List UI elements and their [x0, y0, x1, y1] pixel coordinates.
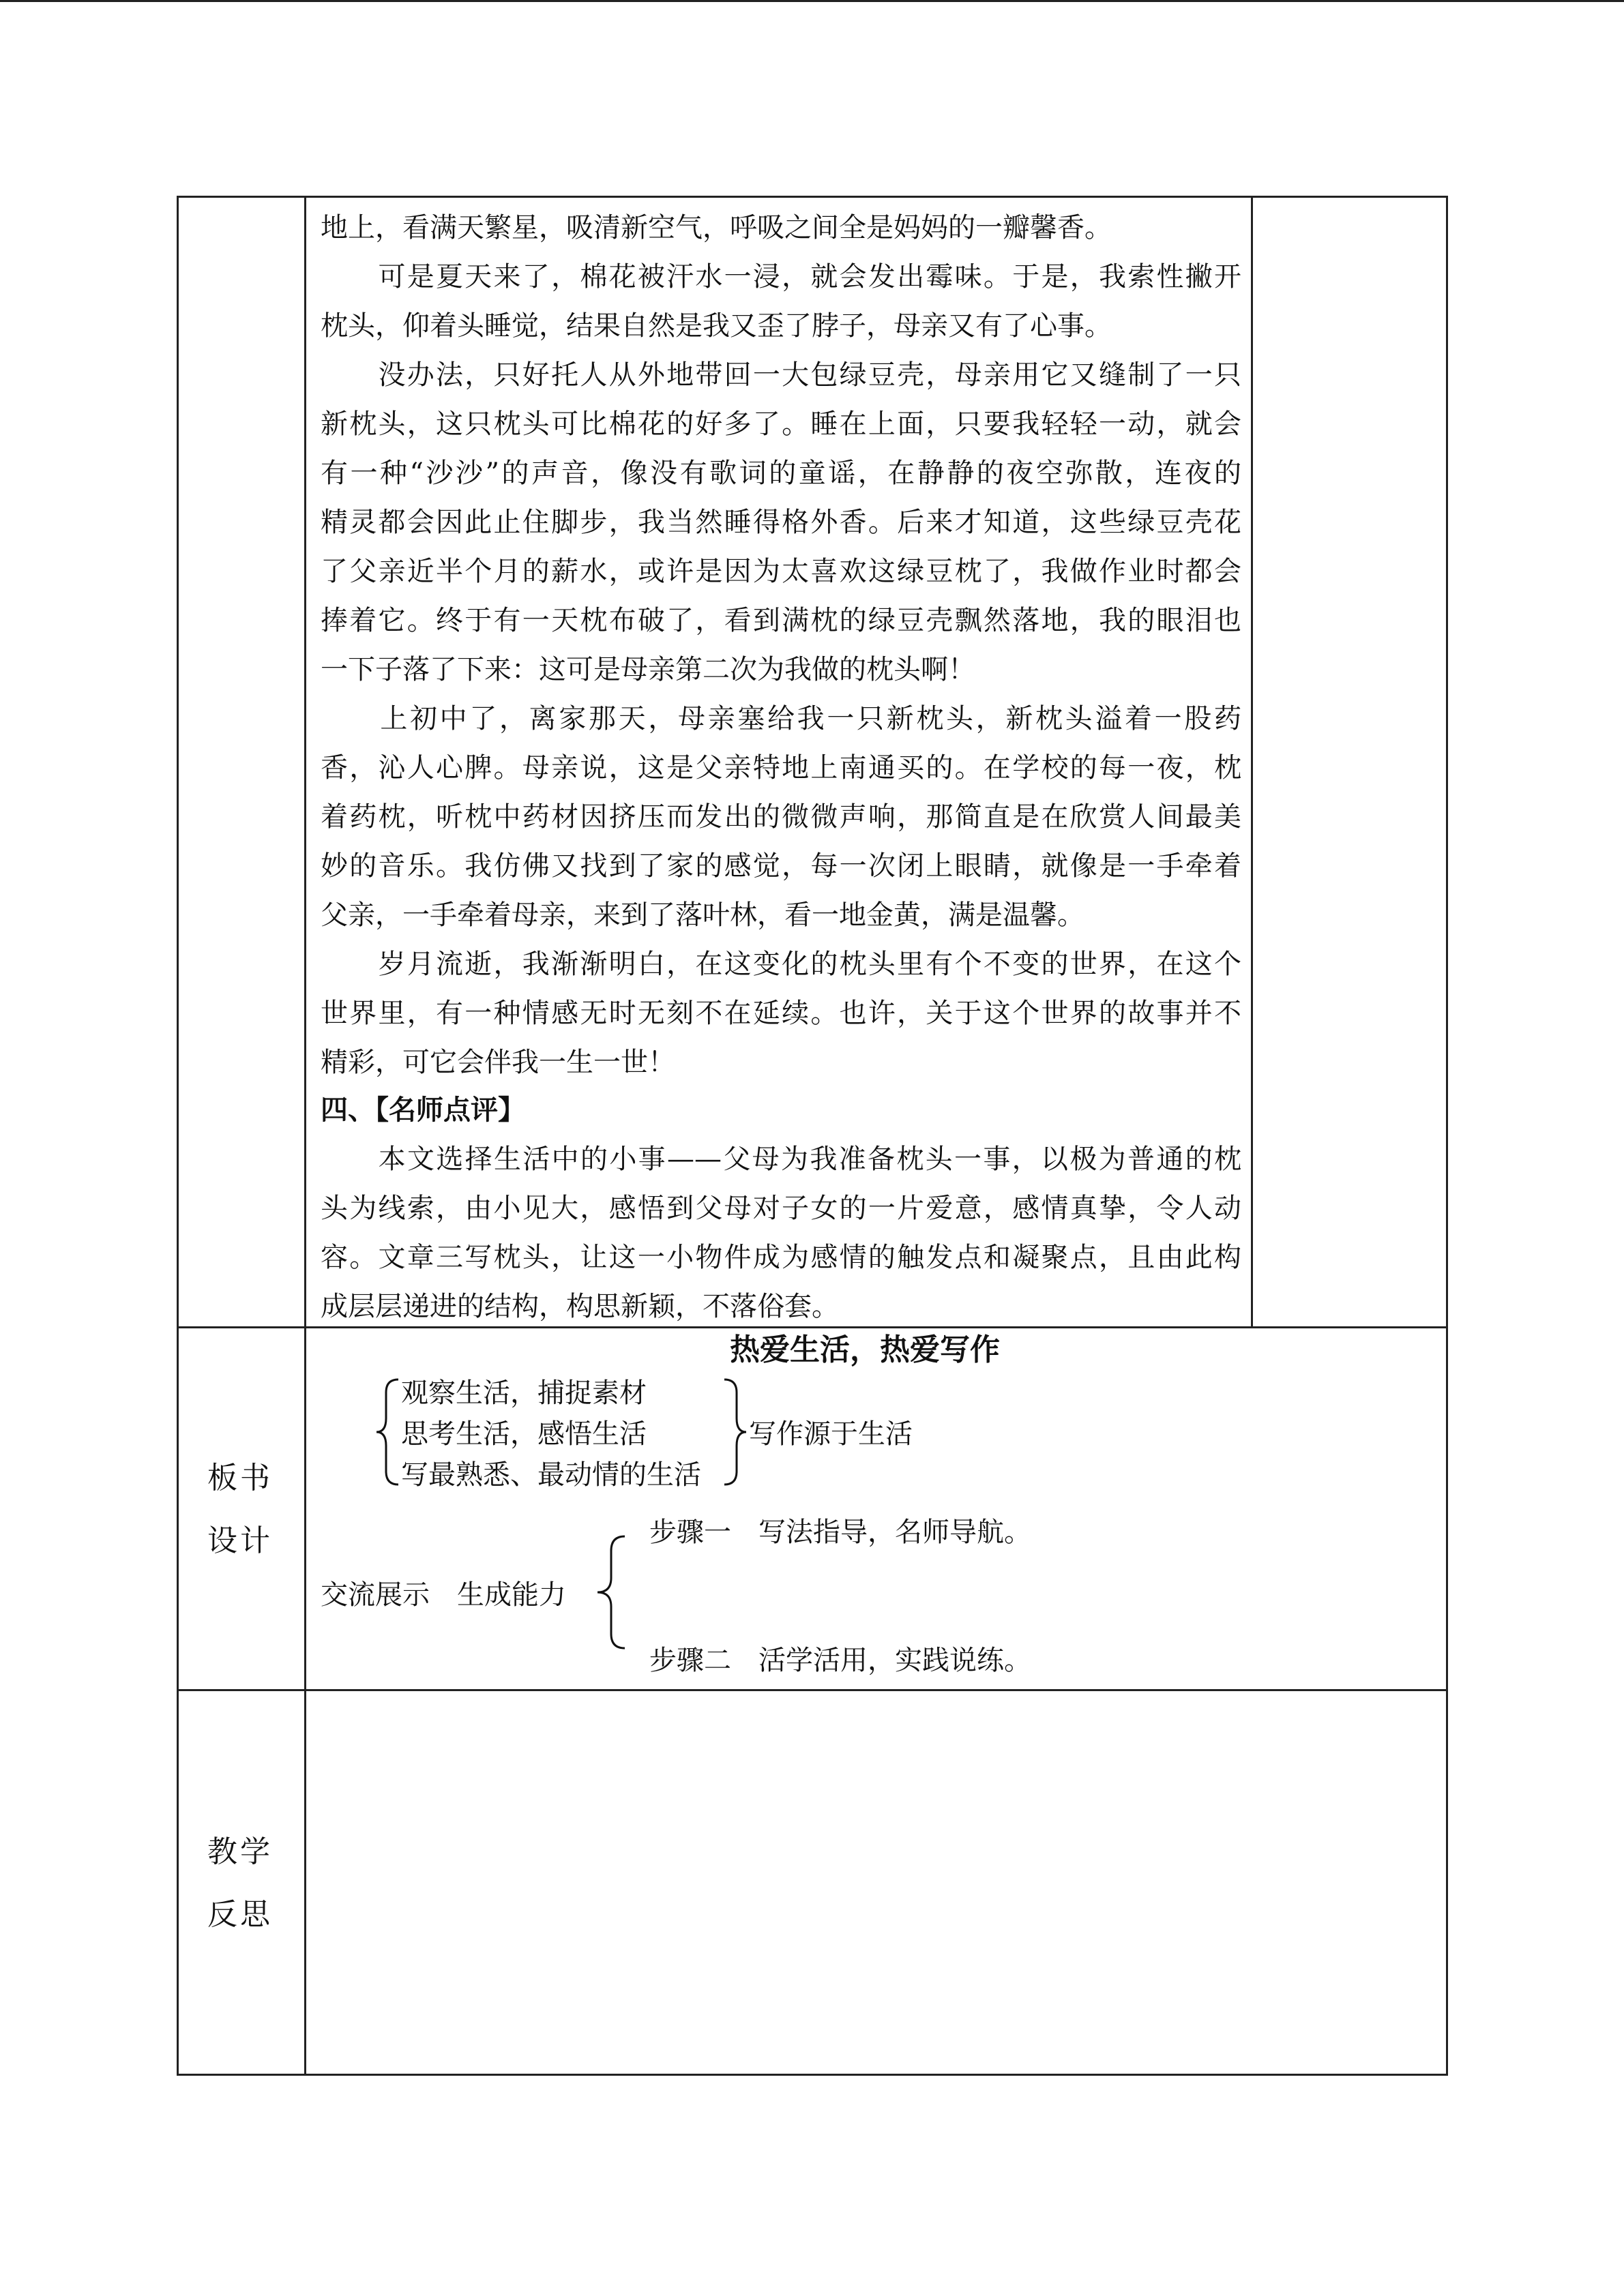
text-line: 香，沁人心脾。母亲说，这是父亲特地上南通买的。在学校的每一夜，枕 [321, 752, 1241, 784]
board-title: 热爱生活，热爱写作 [730, 1332, 1000, 1367]
board-exchange-text: 交流展示 生成能力 [321, 1579, 566, 1611]
table-top-border [177, 196, 1448, 198]
board-design-label [179, 1447, 301, 1572]
board-step-1: 步骤一 写法指导，名师导航。 [649, 1517, 1031, 1548]
text-line: 捧着它。终于有一天枕布破了，看到满枕的绿豆壳飘然落地，我的眼泪也 [321, 605, 1241, 636]
text-line: 着药枕，听枕中药材因挤压而发出的微微声响，那简直是在欣赏人间最美 [321, 801, 1241, 833]
text-line: 父亲，一手牵着母亲，来到了落叶林，看一地金黄，满是温馨。 [321, 899, 1084, 931]
board-source-text: 写作源于生活 [749, 1418, 913, 1450]
notes-column-divider [1251, 196, 1253, 1328]
board-item-observe: 观察生活，捕捉素材 [401, 1377, 647, 1409]
text-line: 新枕头，这只枕头可比棉花的好多了。睡在上面，只要我轻轻一动，就会 [321, 408, 1241, 440]
board-item-write: 写最熟悉、最动情的生活 [401, 1459, 701, 1491]
text-line: 妙的音乐。我仿佛又找到了家的感觉，每一次闭上眼睛，就像是一手牵着 [321, 850, 1241, 882]
article-paragraph-1 [321, 203, 1241, 252]
page-top-rule [0, 0, 1624, 2]
text-line: 岁月流逝，我渐渐明白，在这变化的枕头里有个不变的世界，在这个 [321, 949, 1241, 980]
board-item-think: 思考生活，感悟生活 [401, 1418, 647, 1450]
teaching-reflection-label [179, 1821, 301, 1946]
text-line: 没办法，只好托人从外地带回一大包绿豆壳，母亲用它又缝制了一只 [321, 359, 1241, 391]
text-line: 一下子落了下来：这可是母亲第二次为我做的枕头啊！ [321, 654, 975, 685]
label-column-divider [304, 196, 306, 2076]
label-line: 教学 [207, 1834, 273, 1869]
step-brace-icon [593, 1534, 628, 1650]
table-right-border [1446, 196, 1448, 2076]
table-bottom-border [177, 2074, 1448, 2076]
article-paragraph-5 [321, 940, 1241, 1087]
board-step-2: 步骤二 活学活用，实践说练。 [649, 1645, 1031, 1676]
reflection-row-top-border [177, 1689, 1448, 1691]
text-line: 精彩，可它会伴我一生一世！ [321, 1047, 675, 1078]
article-paragraph-4 [321, 694, 1241, 940]
text-line: 了父亲近半个月的薪水，或许是因为太喜欢这绿豆枕了，我做作业时都会 [321, 556, 1241, 587]
text-line: 头为线索，由小见大，感悟到父母对子女的一片爱意，感情真挚，令人动 [321, 1193, 1241, 1224]
text-line: 成层层递进的结构，构思新颖，不落俗套。 [321, 1291, 839, 1322]
text-line: 地上，看满天繁星，吸清新空气，呼吸之间全是妈妈的一瓣馨香。 [321, 212, 1112, 243]
article-paragraph-2 [321, 252, 1241, 351]
label-line: 反思 [207, 1897, 273, 1932]
left-brace-icon [374, 1377, 401, 1487]
text-line: 枕头，仰着头睡觉，结果自然是我又歪了脖子，母亲又有了心事。 [321, 310, 1112, 342]
table-left-border [177, 196, 179, 2076]
article-paragraph-3 [321, 351, 1241, 694]
text-line: 容。文章三写枕头，让这一小物件成为感情的触发点和凝聚点，且由此构 [321, 1242, 1241, 1273]
label-line: 设计 [207, 1523, 273, 1558]
text-line: 精灵都会因此止住脚步，我当然睡得格外香。后来才知道，这些绿豆壳花 [321, 507, 1241, 538]
label-line: 板书 [207, 1461, 273, 1495]
review-heading: 四、【名师点评】 [321, 1094, 525, 1126]
text-line: 可是夏天来了，棉花被汗水一浸，就会发出霉味。于是，我索性撇开 [321, 261, 1241, 293]
text-line: 本文选择生活中的小事——父母为我准备枕头一事，以极为普通的枕 [321, 1144, 1241, 1175]
text-line: 世界里，有一种情感无时无刻不在延续。也许，关于这个世界的故事并不 [321, 998, 1241, 1029]
review-paragraph [321, 1135, 1241, 1331]
right-brace-icon [722, 1377, 749, 1487]
text-line: 上初中了，离家那天，母亲塞给我一只新枕头，新枕头溢着一股药 [321, 703, 1241, 734]
text-line: 有一种“沙沙”的声音，像没有歌词的童谣，在静静的夜空弥散，连夜的 [321, 458, 1241, 489]
